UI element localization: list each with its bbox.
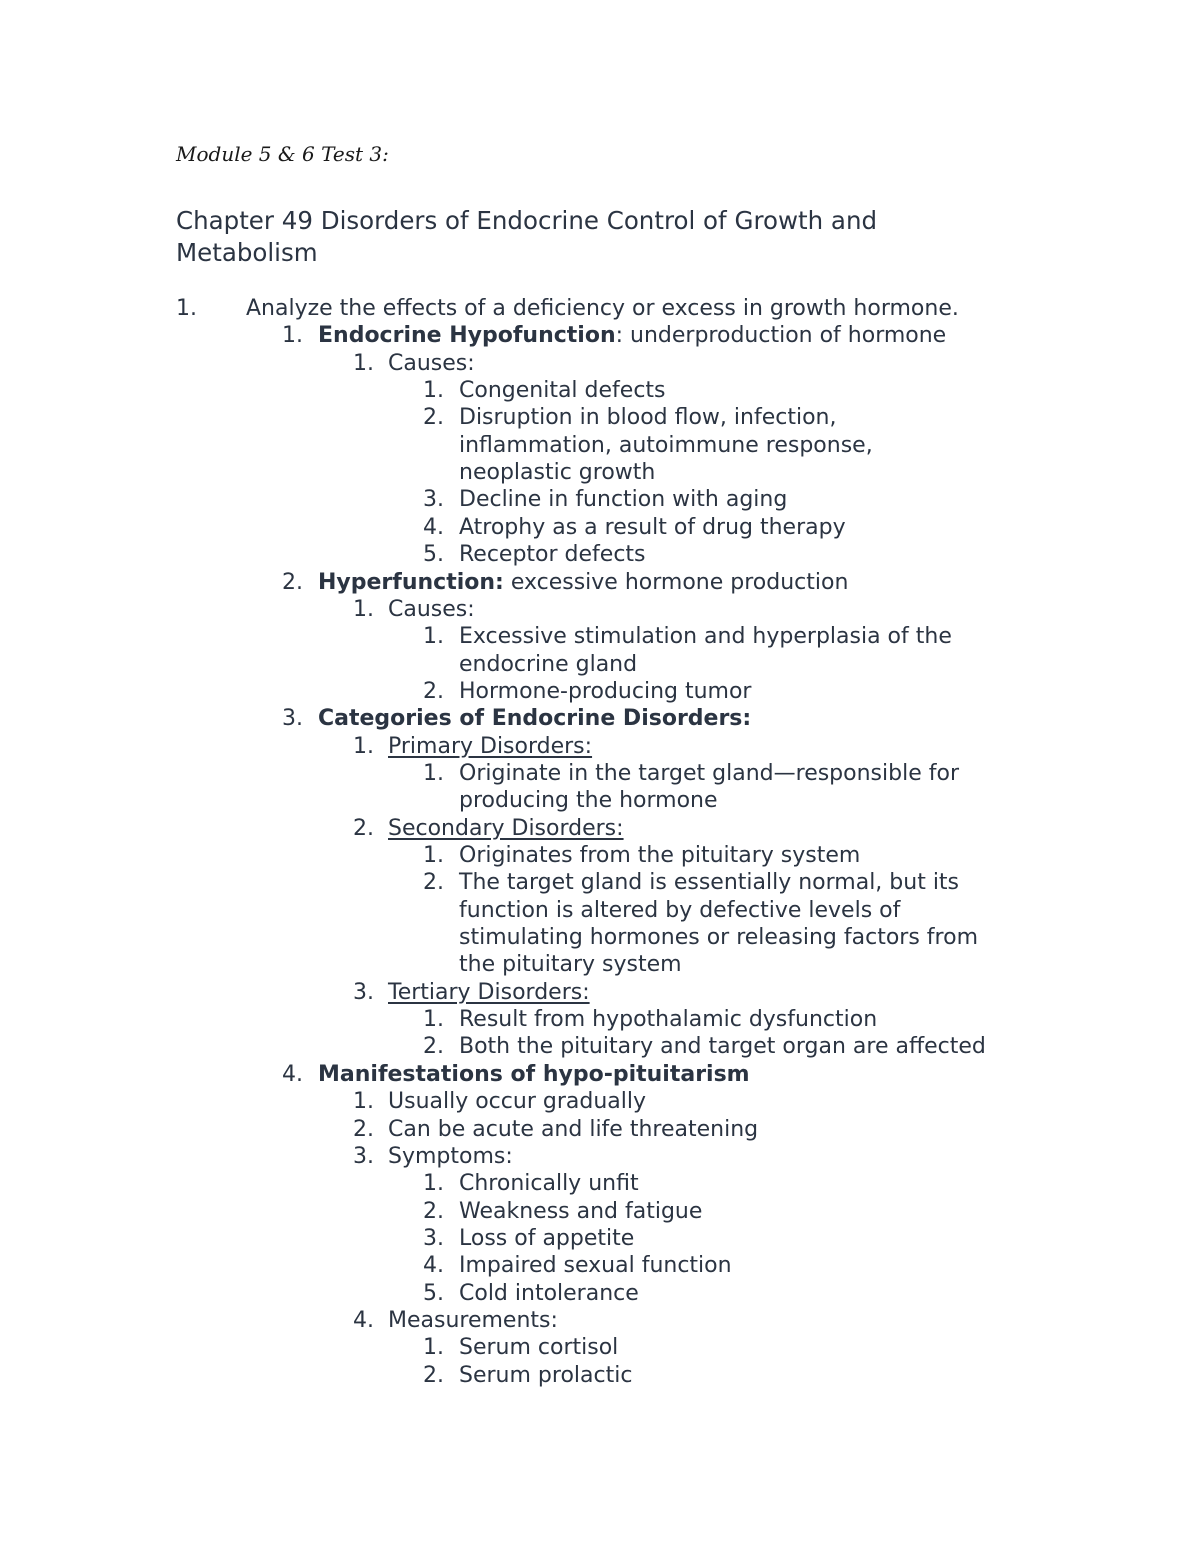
outline-number: 1.: [423, 760, 444, 786]
outline-segment: Result from hypothalamic dysfunction: [459, 1007, 878, 1033]
outline-segment: Analyze the effects of a deficiency or excess in growth hormone.: [246, 296, 959, 321]
outline-segment: Disruption in blood flow, infection,: [459, 405, 837, 431]
outline-subheading: Secondary Disorders:: [388, 815, 624, 841]
outline-text: [459, 1334, 618, 1361]
outline-text: [388, 1143, 513, 1170]
outline-segment: Congenital defects: [459, 378, 666, 404]
outline-segment: neoplastic growth: [459, 460, 656, 486]
outline-segment: Symptoms:: [388, 1143, 513, 1169]
outline-number: 4.: [282, 1061, 303, 1087]
outline-segment: producing the hormone: [459, 788, 718, 814]
outline-segment: Usually occur gradually: [388, 1089, 646, 1115]
outline-segment: Causes:: [388, 596, 475, 622]
outline-number: 2.: [423, 678, 444, 704]
outline-number: 2.: [423, 870, 444, 896]
outline-number: 4.: [423, 514, 444, 540]
outline-text: [459, 787, 718, 814]
outline-number: 2.: [353, 1116, 374, 1142]
outline-number: 2.: [423, 1198, 444, 1224]
outline-text: [459, 869, 959, 896]
outline-text: [246, 295, 959, 322]
outline-number: 1.: [176, 296, 197, 321]
outline-subheading: Tertiary Disorders:: [388, 979, 590, 1005]
outline-segment: Causes:: [388, 350, 475, 376]
outline-number: 1.: [423, 624, 444, 650]
outline-number: 3.: [353, 1143, 374, 1169]
outline-text: [459, 1033, 986, 1060]
outline-number: 2.: [423, 405, 444, 431]
outline-text: [459, 486, 787, 513]
outline-text: [459, 377, 666, 404]
chapter-title: Chapter 49 Disorders of Endocrine Control of Growth and Metabolism: [176, 206, 878, 267]
outline-heading: Manifestations of hypo-pituitarism: [318, 1061, 750, 1087]
outline-segment: Serum prolactic: [459, 1362, 633, 1388]
outline-text: [459, 432, 873, 459]
outline-text: [459, 651, 637, 678]
outline-text: [459, 897, 900, 924]
outline-segment: Loss of appetite: [459, 1225, 635, 1251]
outline-text: [459, 1198, 702, 1225]
outline-text: [459, 459, 655, 486]
outline-text: [459, 924, 978, 951]
outline-text: [459, 1225, 634, 1252]
outline-number: 5.: [423, 1280, 444, 1306]
outline-text: [388, 733, 592, 760]
outline-text: [459, 541, 646, 568]
outline-text: [459, 1280, 639, 1307]
outline-number: 1.: [423, 1335, 444, 1361]
outline-text: [318, 1061, 750, 1088]
outline-number: 1.: [423, 843, 444, 868]
outline-number: 2.: [423, 1034, 444, 1060]
outline-text: [388, 979, 590, 1006]
outline-number: 1.: [423, 1171, 444, 1197]
outline-number: 1.: [282, 323, 303, 349]
outline-text: [318, 705, 751, 732]
outline-text: [459, 842, 860, 869]
outline-text: [459, 951, 682, 978]
outline-segment: Can be acute and life threatening: [388, 1116, 759, 1142]
outline-segment: stimulating hormones or releasing factors from: [459, 925, 978, 951]
outline-segment: function is altered by defective levels of: [459, 897, 901, 923]
outline-number: 1.: [353, 596, 374, 622]
outline-text: [388, 1088, 646, 1115]
outline-number: 2.: [353, 815, 374, 841]
outline-text: [318, 322, 946, 349]
outline-text: [459, 760, 959, 787]
outline-number: 3.: [423, 487, 444, 513]
outline-text: [459, 514, 846, 541]
outline-segment: Measurements:: [388, 1307, 558, 1333]
outline-segment: Originate in the target gland—responsible for: [459, 760, 959, 786]
outline-subheading: Primary Disorders:: [388, 733, 593, 759]
outline-text: [459, 623, 952, 650]
outline-text: [388, 350, 475, 377]
module-title: Module 5 & 6 Test 3:: [176, 142, 389, 166]
outline-text: [459, 1170, 639, 1197]
outline-text: [388, 815, 624, 842]
outline-number: 3.: [423, 1225, 444, 1251]
outline-segment: Weakness and fatigue: [459, 1198, 703, 1224]
outline-segment: Excessive stimulation and hyperplasia of the: [459, 624, 952, 650]
outline-number: 3.: [353, 979, 374, 1005]
outline-number: 1.: [423, 1007, 444, 1033]
outline-segment: The target gland is essentially normal, but its: [459, 870, 960, 896]
outline-number: 1.: [353, 1089, 374, 1115]
outline-number: 1.: [353, 350, 374, 376]
outline-text: [388, 1116, 758, 1143]
outline-segment: Serum cortisol: [459, 1335, 619, 1361]
outline-number: 2.: [282, 569, 303, 595]
outline-text: [459, 1252, 732, 1279]
outline-heading: Hyperfunction:: [318, 569, 504, 595]
outline-segment: endocrine gland: [459, 651, 638, 677]
outline-heading: Endocrine Hypofunction: [318, 323, 616, 349]
outline-segment: Chronically unfit: [459, 1171, 639, 1197]
outline-number: 4.: [423, 1253, 444, 1279]
outline-segment: Impaired sexual function: [459, 1253, 732, 1279]
outline-segment: Both the pituitary and target organ are affected: [459, 1034, 986, 1060]
outline-text: [318, 569, 848, 596]
outline-number: 1.: [353, 733, 374, 759]
outline-number: 5.: [423, 542, 444, 568]
outline-segment: Originates from the pituitary system: [459, 843, 861, 868]
outline-text: [388, 1307, 558, 1334]
outline-segment: the pituitary system: [459, 952, 682, 978]
outline-number: 2.: [423, 1362, 444, 1388]
outline-number: 1.: [423, 378, 444, 404]
outline-segment: Decline in function with aging: [459, 487, 788, 513]
outline-text: [459, 678, 751, 705]
outline-segment: Atrophy as a result of drug therapy: [459, 514, 846, 540]
outline-segment: Cold intolerance: [459, 1280, 639, 1306]
outline-number: 4.: [353, 1307, 374, 1333]
outline-segment: excessive hormone production: [503, 569, 849, 595]
outline-text: [459, 1362, 632, 1389]
outline-text: [388, 596, 475, 623]
outline-number: 3.: [282, 706, 303, 732]
outline-segment: Hormone-producing tumor: [459, 678, 752, 704]
outline-segment: : underproduction of hormone: [615, 323, 947, 349]
outline-heading: Categories of Endocrine Disorders:: [318, 706, 752, 732]
outline-text: [459, 404, 836, 431]
outline-segment: inflammation, autoimmune response,: [459, 432, 873, 458]
outline-segment: Receptor defects: [459, 542, 646, 568]
outline-text: [459, 1006, 877, 1033]
